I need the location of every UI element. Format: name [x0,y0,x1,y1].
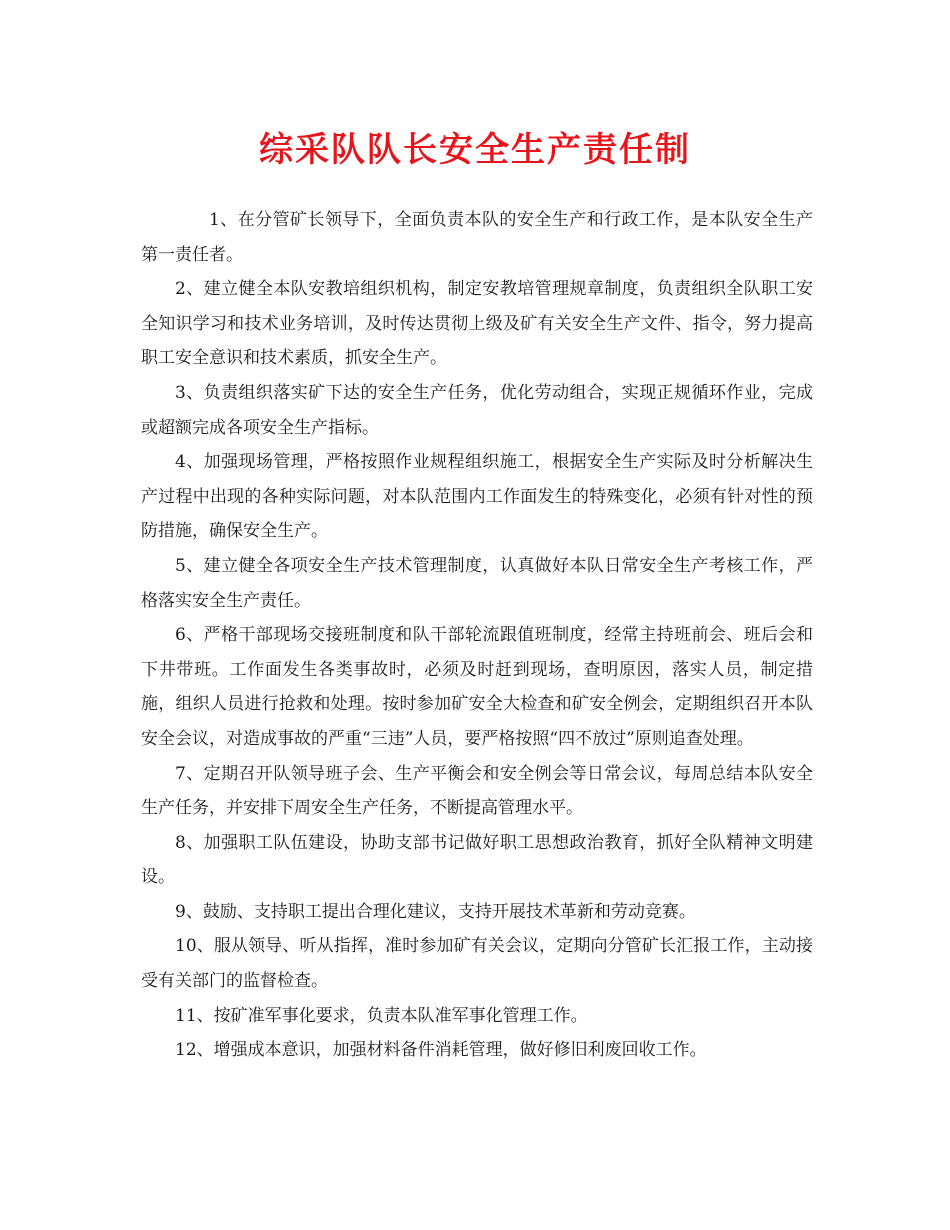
paragraph-6: 6、严格干部现场交接班制度和队干部轮流跟值班制度，经常主持班前会、班后会和下井带班。工作面发生各类事故时，必须及时赶到现场，查明原因，落实人员，制定措施，组织人员进行抢救和处理。按时参加矿安全大检查和矿安全例会，定期组织召开本队安全会议，对造成事故的严重“三违”人员，要严格按照“四不放过”原则追查处理。 [141,625,813,749]
document-title: 综采队队长安全生产责任制 [259,130,691,170]
paragraph-1: 1、在分管矿长领导下，全面负责本队的安全生产和行政工作，是本队安全生产第一责任者。 [141,210,813,265]
paragraph-12: 12、增强成本意识，加强材料备件消耗管理，做好修旧利废回收工作。 [175,1040,707,1061]
paragraph-5: 5、建立健全各项安全生产技术管理制度，认真做好本队日常安全生产考核工作，严格落实安全生产责任。 [141,555,813,611]
paragraph-10: 10、服从领导、听从指挥，准时参加矿有关会议，定期向分管矿长汇报工作，主动接受有关部门的监督检查。 [141,936,813,992]
paragraph-7: 7、定期召开队领导班子会、生产平衡会和安全例会等日常会议，每周总结本队安全生产任务，并安排下周安全生产任务，不断提高管理水平。 [141,763,813,819]
paragraph-3: 3、负责组织落实矿下达的安全生产任务，优化劳动组合，实现正规循环作业，完成或超额完成各项安全生产指标。 [141,382,813,438]
document-body [141,203,813,1068]
paragraph-11: 11、按矿准军事化要求，负责本队准军事化管理工作。 [175,1005,588,1026]
paragraph-9: 9、鼓励、支持职工提出合理化建议，支持开展技术革新和劳动竞赛。 [175,901,696,922]
paragraph-2: 2、建立健全本队安教培组织机构，制定安教培管理规章制度，负责组织全队职工安全知识学习和技术业务培训，及时传达贯彻上级及矿有关安全生产文件、指令，努力提高职工安全意识和技术素质，抓安全生产。 [141,279,813,369]
paragraph-4: 4、加强现场管理，严格按照作业规程组织施工，根据安全生产实际及时分析解决生产过程中出现的各种实际问题，对本队范围内工作面发生的特殊变化，必须有针对性的预防措施，确保安全生产。 [141,452,813,542]
paragraph-8: 8、加强职工队伍建设，协助支部书记做好职工思想政治教育，抓好全队精神文明建设。 [141,832,813,888]
